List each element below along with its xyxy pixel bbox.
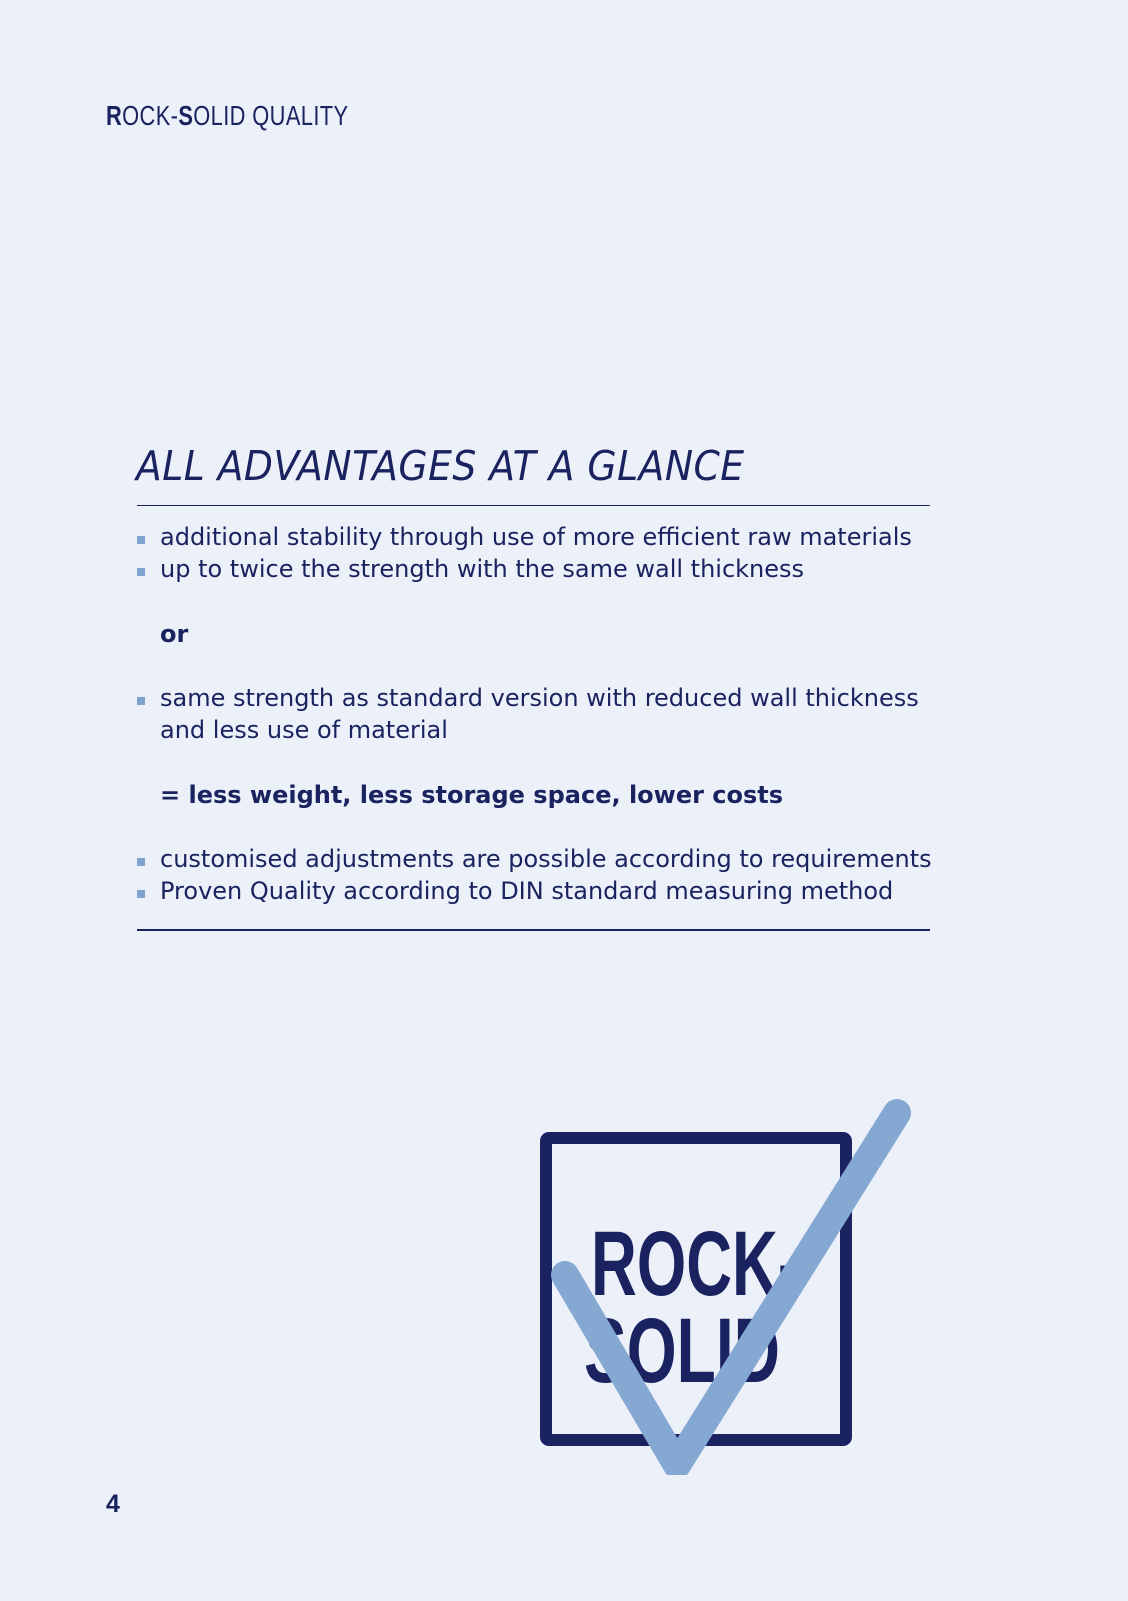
advantage-item: same strength as standard version with reduced wall thickness: [160, 684, 919, 712]
advantage-item: Proven Quality according to DIN standard measuring method: [160, 877, 894, 905]
or-separator: or: [160, 620, 189, 648]
bullet-marker: [137, 890, 145, 898]
bullet-marker: [137, 536, 145, 544]
page-number: 4: [106, 1490, 120, 1518]
bullet-marker: [137, 568, 145, 576]
document-header: [106, 100, 348, 132]
header-text-olid: OLID QUALITY: [193, 100, 349, 131]
rock-solid-logo: [540, 1095, 920, 1475]
header-text-ock: OCK-: [122, 100, 179, 131]
summary-line: = less weight, less storage space, lower costs: [160, 781, 784, 809]
bullet-marker: [137, 697, 145, 705]
header-initial-s: S: [178, 100, 194, 131]
header-initial-r: R: [106, 100, 123, 131]
advantage-item-continuation: and less use of material: [160, 716, 448, 744]
section-title: ALL ADVANTAGES AT A GLANCE: [136, 442, 745, 490]
bottom-divider: [137, 929, 930, 931]
advantage-item: additional stability through use of more efficient raw materials: [160, 523, 912, 551]
advantage-item: up to twice the strength with the same wall thickness: [160, 555, 805, 583]
bullet-marker: [137, 858, 145, 866]
logo-text-rock: ROCK-: [591, 1213, 799, 1315]
advantage-item: customised adjustments are possible according to requirements: [160, 845, 932, 873]
logo-text-solid: SOLID: [584, 1300, 780, 1402]
top-divider: [137, 505, 930, 506]
